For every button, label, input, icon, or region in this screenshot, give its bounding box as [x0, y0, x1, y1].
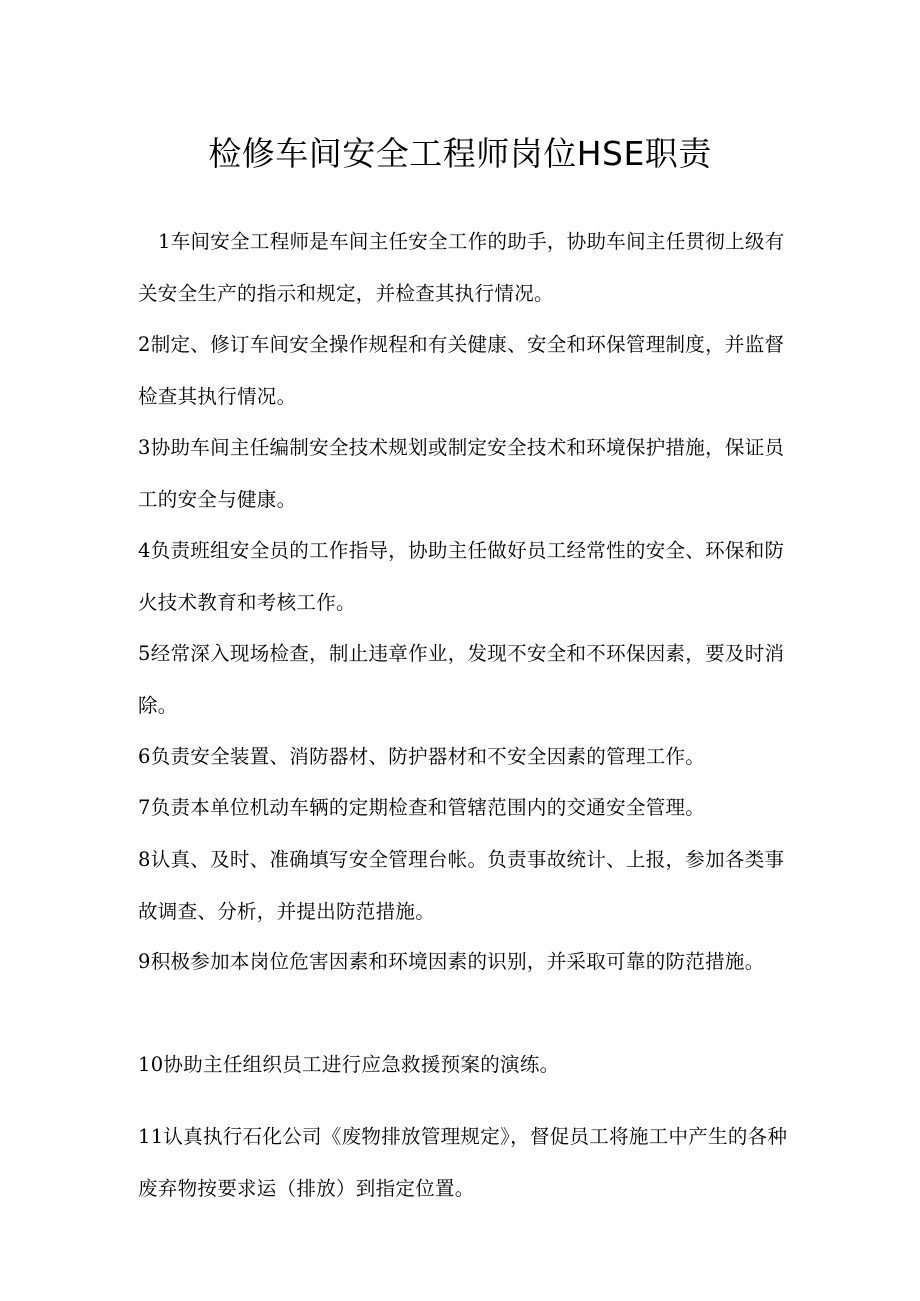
paragraph-9: 9积极参加本岗位危害因素和环境因素的识别，并采取可靠的防范措施。 [138, 950, 765, 973]
paragraph-4: 4负责班组安全员的工作指导，协助主任做好员工经常性的安全、环保和防火技术教育和考核工作。 [138, 539, 785, 614]
document-title: 检修车间安全工程师岗位HSE职责 [208, 134, 712, 173]
paragraph-10: 10协助主任组织员工进行应急救援预案的演练。 [138, 1053, 560, 1076]
paragraph-11: 11认真执行石化公司《废物排放管理规定》，督促员工将施工中产生的各种废弃物按要求运（排放）到指定位置。 [138, 1125, 788, 1200]
paragraph-6: 6负责安全装置、消防器材、防护器材和不安全因素的管理工作。 [138, 745, 706, 768]
paragraph-3: 3协助车间主任编制安全技术规划或制定安全技术和环境保护措施，保证员工的安全与健康。 [138, 436, 785, 511]
paragraph-1: 1车间安全工程师是车间主任安全工作的助手，协助车间主任贯彻上级有关安全生产的指示和规定，并检查其执行情况。 [138, 230, 785, 305]
paragraph-5: 5经常深入现场检查，制止违章作业，发现不安全和不环保因素，要及时消除。 [138, 642, 785, 717]
paragraph-7: 7负责本单位机动车辆的定期检查和管辖范围内的交通安全管理。 [138, 796, 706, 819]
paragraph-8: 8认真、及时、准确填写安全管理台帐。负责事故统计、上报，参加各类事故调查、分析，并提出防范措施。 [138, 848, 785, 923]
paragraph-2: 2制定、修订车间安全操作规程和有关健康、安全和环保管理制度，并监督检查其执行情况。 [138, 333, 785, 408]
